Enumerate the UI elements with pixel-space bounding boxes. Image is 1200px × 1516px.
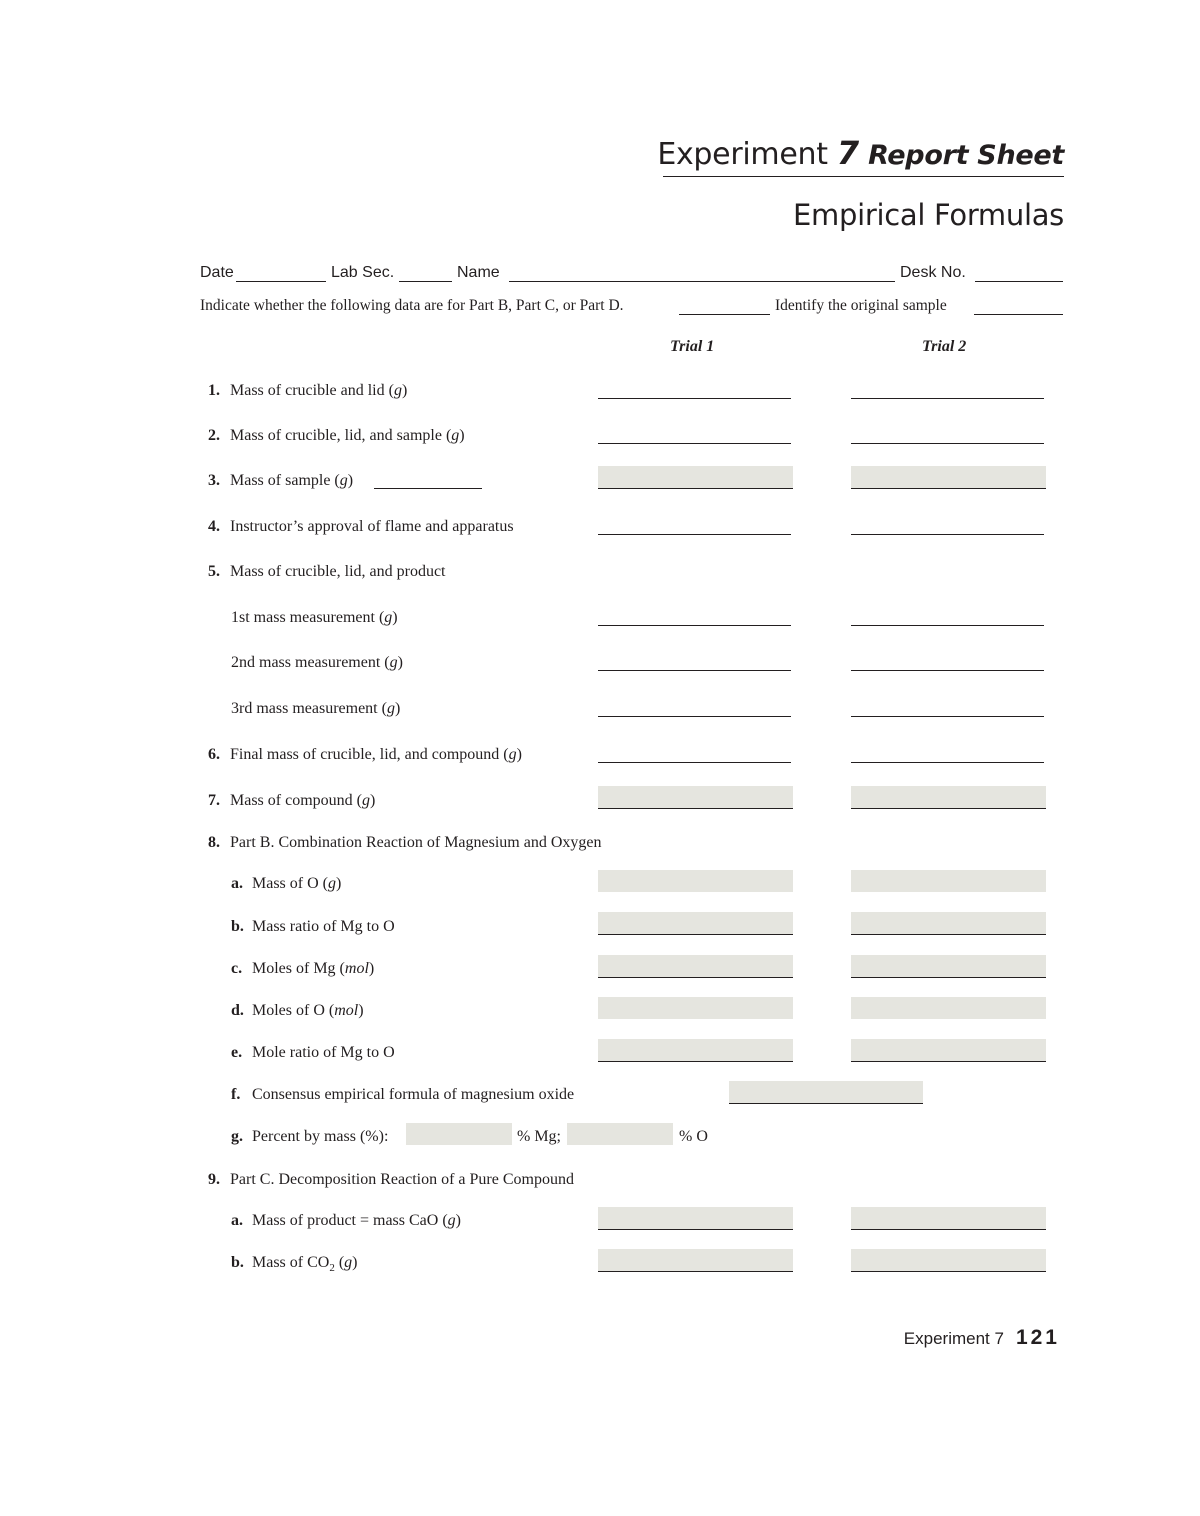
title-number: 7 <box>836 134 859 172</box>
item-8f-formula-field[interactable] <box>729 1081 923 1104</box>
footer-label: Experiment 7 <box>903 1329 1004 1348</box>
item-7-trial-2-field[interactable] <box>851 786 1046 809</box>
item-9a-label: a. Mass of product = mass CaO (g) <box>231 1212 461 1229</box>
item-3-trial-1-field[interactable] <box>598 466 793 489</box>
item-8g-o-field[interactable] <box>567 1123 673 1145</box>
item-3-label: 3. Mass of sample (g) <box>208 472 354 489</box>
item-8a-label: a. Mass of O (g) <box>231 875 342 892</box>
header-fields <box>200 264 1063 286</box>
item-5c-label: 3rd mass measurement (g) <box>231 700 401 717</box>
item-6-label: 6. Final mass of crucible, lid, and compound (g) <box>208 746 522 763</box>
item-5c-trial-2-field[interactable] <box>851 716 1044 717</box>
item-5a-trial-1-field[interactable] <box>598 625 791 626</box>
desk-no-field[interactable] <box>975 281 1063 282</box>
sample-field[interactable] <box>974 314 1063 315</box>
item-5-label: 5. Mass of crucible, lid, and product <box>208 563 446 580</box>
item-5a-label: 1st mass measurement (g) <box>231 609 398 626</box>
item-8e-label: e. Mole ratio of Mg to O <box>231 1044 395 1061</box>
item-9b-trial-2-field[interactable] <box>851 1249 1046 1272</box>
item-1-trial-1-field[interactable] <box>598 398 791 399</box>
name-field[interactable] <box>509 281 895 282</box>
part-prompt: Indicate whether the following data are for Part B, Part C, or Part D. <box>200 297 624 314</box>
item-4-trial-2-field[interactable] <box>851 534 1044 535</box>
item-1-label: 1. Mass of crucible and lid (g) <box>208 382 408 399</box>
title-divider <box>663 176 1064 177</box>
item-5a-trial-2-field[interactable] <box>851 625 1044 626</box>
item-9a-trial-2-field[interactable] <box>851 1207 1046 1230</box>
name-label: Name <box>457 264 500 281</box>
part-field[interactable] <box>679 314 770 315</box>
item-8c-label: c. Moles of Mg (mol) <box>231 960 375 977</box>
item-9-label: 9. Part C. Decomposition Reaction of a Pure Compound <box>208 1171 574 1188</box>
item-8e-trial-2-field[interactable] <box>851 1039 1046 1062</box>
item-8d-label: d. Moles of O (mol) <box>231 1002 364 1019</box>
item-5c-trial-1-field[interactable] <box>598 716 791 717</box>
date-field[interactable] <box>236 281 326 282</box>
item-5b-trial-1-field[interactable] <box>598 670 791 671</box>
item-8g-mg-label: % Mg; <box>517 1128 561 1145</box>
item-8d-trial-2-field[interactable] <box>851 997 1046 1019</box>
lab-sec-label: Lab Sec. <box>331 264 395 281</box>
item-1-trial-2-field[interactable] <box>851 398 1044 399</box>
item-2-trial-1-field[interactable] <box>598 443 791 444</box>
item-8b-label: b. Mass ratio of Mg to O <box>231 918 395 935</box>
title-experiment: Experiment <box>657 137 828 172</box>
instructions <box>200 297 1063 319</box>
item-3-sample-field[interactable] <box>374 488 482 489</box>
item-9b-trial-1-field[interactable] <box>598 1249 793 1272</box>
item-6-trial-2-field[interactable] <box>851 762 1044 763</box>
desk-no-label: Desk No. <box>900 264 966 281</box>
item-8g-label: g. Percent by mass (%): <box>231 1128 389 1145</box>
trial-1-header: Trial 1 <box>670 338 715 355</box>
item-7-label: 7. Mass of compound (g) <box>208 792 376 809</box>
page-title <box>657 134 1064 172</box>
trial-2-header: Trial 2 <box>922 338 967 355</box>
date-label: Date <box>200 264 234 281</box>
item-9b-label: b. Mass of $CO_2$ (g) <box>231 1254 358 1275</box>
lab-sec-field[interactable] <box>399 281 452 282</box>
item-3-trial-2-field[interactable] <box>851 466 1046 489</box>
page-subtitle: Empirical Formulas <box>793 198 1064 232</box>
page-footer <box>904 1326 1060 1350</box>
page-number: 121 <box>1015 1326 1060 1349</box>
sample-prompt: Identify the original sample <box>775 297 947 314</box>
item-9a-trial-1-field[interactable] <box>598 1207 793 1230</box>
item-8-label: 8. Part B. Combination Reaction of Magnesium and Oxygen <box>208 834 602 851</box>
item-8c-trial-2-field[interactable] <box>851 955 1046 978</box>
item-2-trial-2-field[interactable] <box>851 443 1044 444</box>
item-8a-trial-2-field[interactable] <box>851 870 1046 892</box>
item-8f-label: f. Consensus empirical formula of magnesium oxide <box>231 1086 575 1103</box>
title-report-sheet: Report Sheet <box>868 140 1064 171</box>
item-2-label: 2. Mass of crucible, lid, and sample (g) <box>208 427 465 444</box>
item-7-trial-1-field[interactable] <box>598 786 793 809</box>
item-6-trial-1-field[interactable] <box>598 762 791 763</box>
item-4-trial-1-field[interactable] <box>598 534 791 535</box>
item-8c-trial-1-field[interactable] <box>598 955 793 978</box>
item-5b-trial-2-field[interactable] <box>851 670 1044 671</box>
item-8g-mg-field[interactable] <box>406 1123 512 1145</box>
item-8d-trial-1-field[interactable] <box>598 997 793 1019</box>
item-8b-trial-2-field[interactable] <box>851 912 1046 935</box>
item-5b-label: 2nd mass measurement (g) <box>231 654 403 671</box>
item-8a-trial-1-field[interactable] <box>598 870 793 892</box>
item-8e-trial-1-field[interactable] <box>598 1039 793 1062</box>
item-8g-o-label: % O <box>679 1128 708 1145</box>
item-4-label: 4. Instructor’s approval of flame and apparatus <box>208 518 514 535</box>
item-8b-trial-1-field[interactable] <box>598 912 793 935</box>
